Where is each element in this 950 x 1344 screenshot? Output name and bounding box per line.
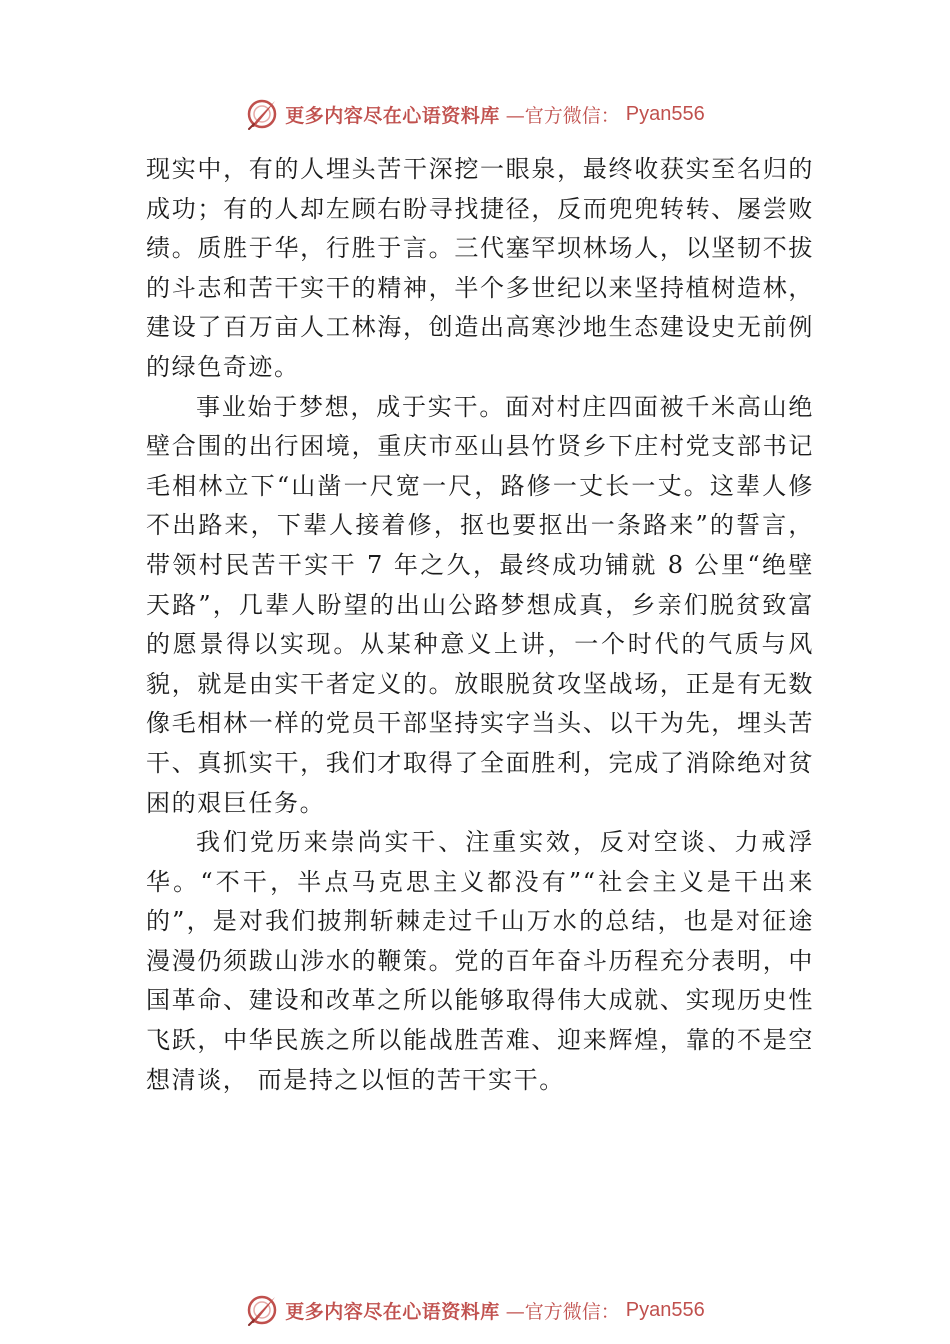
paragraph-3: 我们党历来崇尚实干、注重实效，反对空谈、力戒浮华。“不干，半点马克思主义都没有”“社会主义是干出来的”，是对我们披荆斩棘走过千山万水的总结，也是对征途漫漫仍须跋山涉水的鞭策。党的百年奋斗历程充分表明，中国革命、建设和改革之所以能够取得伟大成就、实现历史性飞跃，中华民族之所以能战胜苦难、迎来辉煌，靠的不是空想清谈， 而是持之以恒的苦干实干。 xyxy=(146,828,814,1094)
paragraph-2: 事业始于梦想，成于实干。面对村庄四面被千米高山绝壁合围的出行困境，重庆市巫山县竹贤乡下庄村党支部书记毛相林立下“山凿一尺宽一尺，路修一丈长一丈。这辈人修不出路来，下辈人接着修，抠也要抠出一条路来”的誓言，带领村民苦干实干 7 年之久，最终成功铺就 8 公里“绝壁天路”，几辈人盼望的出山公路梦想成真，乡亲们脱贫致富的愿景得以实现。从某种意义上讲，一个时代的气质与风貌，就是由实干者定义的。放眼脱贫攻坚战场，正是有无数像毛相林一样的党员干部坚持实字当头、以干为先，埋头苦干、真抓实干，我们才取得了全面胜利，完成了消除绝对贫困的艰巨任务。 xyxy=(146,392,814,817)
header-brand-text: 更多内容尽在心语资料库 xyxy=(285,104,500,127)
header-wechat-label: —官方微信： xyxy=(505,104,620,127)
footer-brand-text: 更多内容尽在心语资料库 xyxy=(285,1300,500,1323)
quill-logo-icon xyxy=(245,97,279,131)
paragraph-1: 现实中，有的人埋头苦干深挖一眼泉，最终收获实至名归的成功；有的人却左顾右盼寻找捷径，反而兜兜转转、屡尝败绩。质胜于华，行胜于言。三代塞罕坝林场人，以坚韧不拔的斗志和苦干实干的精神，半个多世纪以来坚持植树造林，建设了百万亩人工林海，创造出高寒沙地生态建设史无前例的绿色奇迹。 xyxy=(146,155,814,381)
footer-wechat-id: Pyan556 xyxy=(625,1298,705,1321)
quill-logo-icon xyxy=(245,1293,279,1327)
document-body xyxy=(146,150,814,1100)
footer-wechat-label: —官方微信： xyxy=(505,1300,620,1323)
header-wechat-id: Pyan556 xyxy=(625,102,705,125)
footer-banner xyxy=(0,1290,950,1330)
header-banner xyxy=(0,94,950,134)
